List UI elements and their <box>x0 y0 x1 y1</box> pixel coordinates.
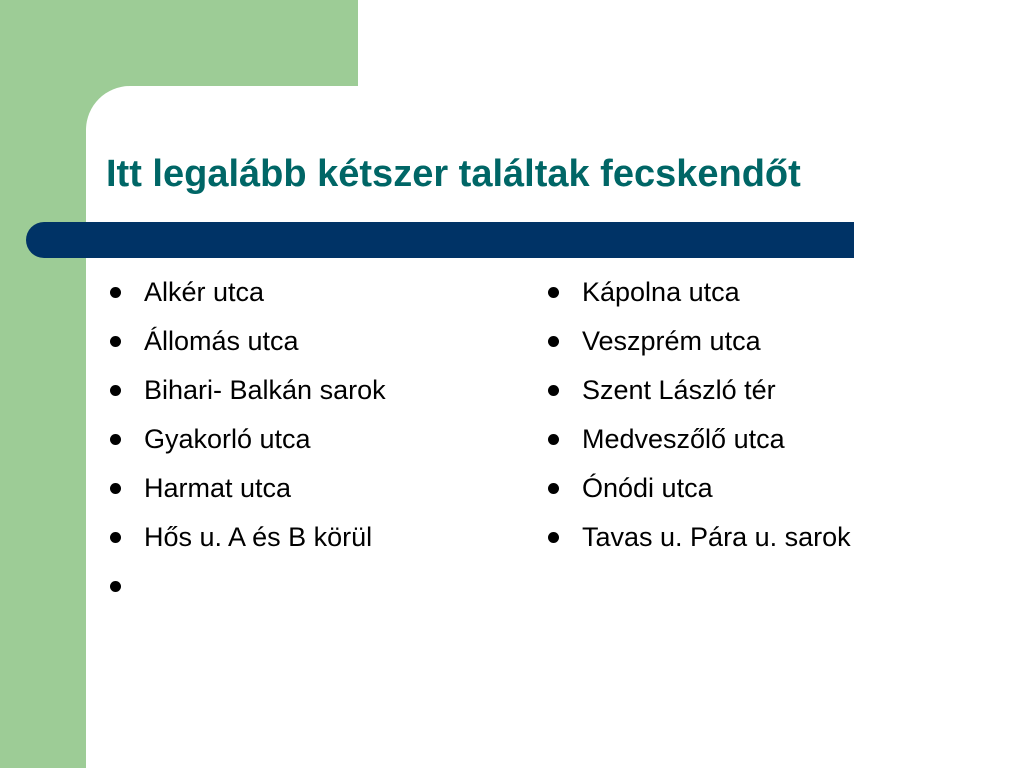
bullet-icon <box>548 287 559 298</box>
bullet-icon <box>548 434 559 445</box>
list-item <box>106 415 386 464</box>
list-item <box>106 513 386 562</box>
list-item <box>544 464 851 513</box>
slide-title: Itt legalább kétszer találtak fecskendőt <box>106 153 801 195</box>
bullet-icon <box>110 336 121 347</box>
list-item <box>106 562 386 611</box>
bullet-icon <box>110 532 121 543</box>
list-item-text: Bihari- Balkán sarok <box>144 375 386 405</box>
list-item-text: Állomás utca <box>144 326 299 356</box>
list-item <box>106 317 386 366</box>
bullet-icon <box>110 287 121 298</box>
list-item-text: Hős u. A és B körül <box>144 522 373 552</box>
right-bullet-list <box>544 268 851 562</box>
list-item-text: Ónódi utca <box>582 473 713 503</box>
list-item <box>106 366 386 415</box>
list-item <box>544 268 851 317</box>
left-bullet-list <box>106 268 386 611</box>
list-item <box>106 268 386 317</box>
list-item-text: Tavas u. Pára u. sarok <box>582 522 851 552</box>
list-item <box>544 513 851 562</box>
list-item-text: Veszprém utca <box>582 326 761 356</box>
list-item-text: Gyakorló utca <box>144 424 311 454</box>
bullet-icon <box>548 532 559 543</box>
list-item <box>544 317 851 366</box>
bullet-icon <box>110 483 121 494</box>
bullet-icon <box>548 385 559 396</box>
list-item-text: Medveszőlő utca <box>582 424 785 454</box>
list-item <box>106 464 386 513</box>
bullet-icon <box>110 385 121 396</box>
list-item <box>544 366 851 415</box>
bullet-icon <box>110 434 121 445</box>
bullet-icon <box>548 483 559 494</box>
list-item <box>544 415 851 464</box>
list-item-text: Harmat utca <box>144 473 292 503</box>
list-item-text: Szent László tér <box>582 375 776 405</box>
list-item-text: Alkér utca <box>144 277 265 307</box>
bullet-icon <box>110 581 121 592</box>
list-item-text: Kápolna utca <box>582 277 740 307</box>
bullet-icon <box>548 336 559 347</box>
title-accent-bar <box>26 222 854 258</box>
